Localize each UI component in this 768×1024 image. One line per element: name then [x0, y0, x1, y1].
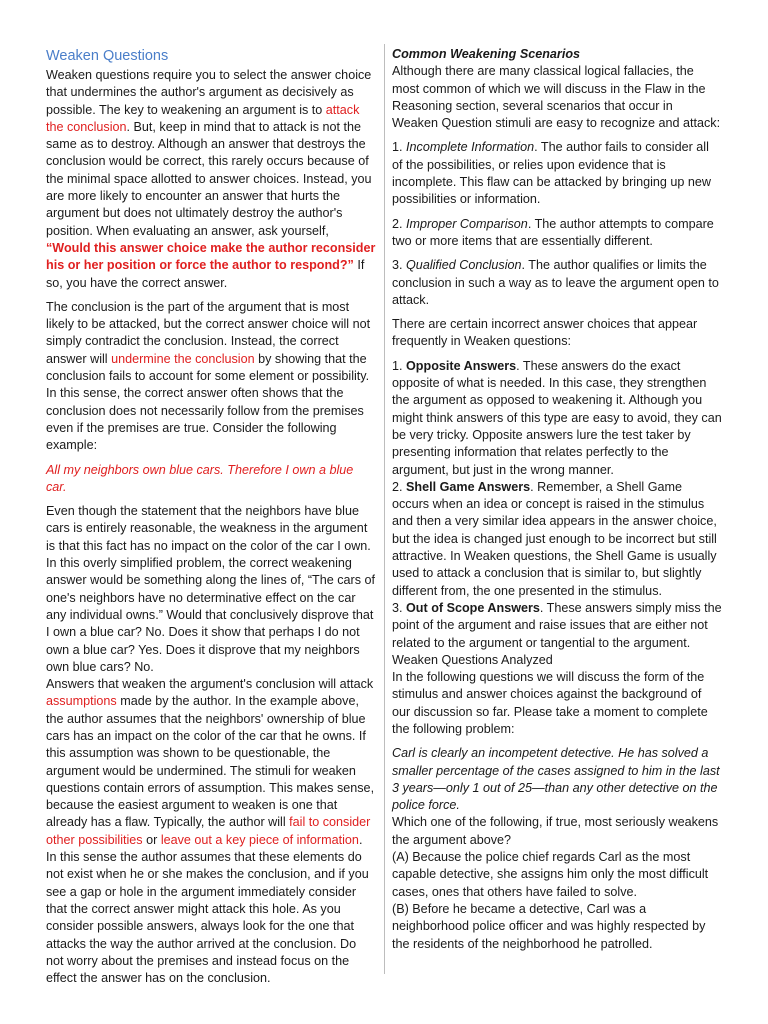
- problem-stimulus: Carl is clearly an incompetent detective. He has solved a smaller percentage of the cases assigned to him in the last 3 years—only 1 out of 25—than any other detective on the police force.: [392, 746, 720, 813]
- explanation-paragraph: Even though the statement that the neighbors have blue cars is entirely reasonable, the weakness in the argument is that this fact has no impact on the color of the car I own. In this overly simplified problem, the correct weakening answer would be something along the lines of, “The cars of one's neighbors have no determinative effect on the car any individual owns.” Would that conclusively disprove that I own a blue car? No. Does it show that perhaps I do not own a blue car? Yes. Does it disprove that my neighbors own blue cars? No.: [46, 504, 376, 674]
- highlight-key-question: “Would this answer choice make the author reconsider his or her position or force the author to respond?”: [46, 240, 376, 273]
- text-segment: made by the author. In the example above, the author assumes that the neighbors' ownership of blue cars has an impact on the color of the car that he owns. If this assumption was shown to be questionable, the argument would be undermined. The stimuli for weaken questions contain errors of assumption. This makes sense, because the easiest argument to weaken is one that already has a flaw. Typically, the author will: [46, 694, 375, 830]
- item-title: Improper Comparison: [406, 216, 528, 231]
- highlight-fail-to-consider: fail to consider other possibilities: [46, 815, 371, 847]
- incorrect-intro: There are certain incorrect answer choices that appear frequently in Weaken questions:: [392, 317, 698, 349]
- item-number: 1.: [392, 358, 407, 373]
- scenario-item: [392, 257, 722, 309]
- example-sentence: All my neighbors own blue cars. Therefore I own a blue car.: [46, 462, 354, 494]
- text-segment: The conclusion is the part of the argument that is most likely to be attacked, but the correct answer choice will not simply contradict the conclusion. Instead, the correct answer will: [46, 299, 371, 366]
- intro-paragraph: [46, 67, 376, 292]
- conclusion-paragraph: [46, 299, 376, 455]
- section-heading: Weaken Questions: [46, 48, 169, 64]
- highlight-undermine-conclusion: undermine the conclusion: [111, 351, 255, 366]
- text-segment: . But, keep in mind that to attack is not the same as to destroy. Although an answer that destroys the conclusion would be correct, this rarely occurs because of the minimal space allotted to answer choices. Instead, you are more likely to encounter an answer that hurts the argument but does not ultimately destroy the author's position. When evaluating an answer, ask yourself,: [46, 119, 372, 238]
- item-text: . Remember, a Shell Game occurs when an idea or concept is raised in the stimulus and then a very similar idea appears in the answer choice, but the idea is changed just enough to be incorrect but still attractive. In Weaken questions, the Shell Game is usually used to attack a conclusion that is similar to, but slightly different from, the one presented in the stimulus.: [392, 479, 717, 598]
- text-segment: or: [142, 832, 161, 847]
- item-text: . These answers simply miss the point of the argument and raise issues that are either not related to the argument or tangential to the argument.: [392, 600, 722, 650]
- highlight-assumptions: assumptions: [46, 694, 117, 709]
- text-segment: Answers that weaken the argument's conclusion will attack: [46, 677, 374, 692]
- incorrect-item: [392, 479, 722, 600]
- item-number: 3.: [392, 600, 407, 615]
- item-number: 2.: [392, 216, 407, 231]
- item-title: Incomplete Information: [406, 140, 535, 155]
- text-segment: If so, you have the correct answer.: [46, 258, 365, 290]
- answer-choice-b: (B) Before he became a detective, Carl was a neighborhood police officer and was highly respected by the residents of the neighborhood he patrolled.: [392, 901, 706, 951]
- incorrect-item: [392, 600, 722, 652]
- scenario-item: [392, 216, 722, 251]
- highlight-leave-out-info: leave out a key piece of information: [160, 832, 359, 847]
- problem-question: Which one of the following, if true, most seriously weakens the argument above?: [392, 815, 719, 847]
- item-title: Opposite Answers: [406, 358, 517, 373]
- scenario-item: [392, 139, 722, 208]
- item-number: 2.: [392, 479, 407, 494]
- analyzed-intro: In the following questions we will discuss the form of the stimulus and answer choices against the background of our discussion so far. Please take a moment to complete the following problem:: [392, 670, 708, 736]
- analyzed-title: Weaken Questions Analyzed: [392, 652, 553, 667]
- right-column: [392, 46, 722, 953]
- left-column: [46, 46, 376, 994]
- scenarios-title: Common Weakening Scenarios: [392, 47, 581, 61]
- assumptions-paragraph: [46, 676, 376, 987]
- item-number: 1.: [392, 140, 407, 155]
- item-text: . The author fails to consider all of the possibilities, or relies upon evidence that is incomplete. This flaw can be attacked by bringing up new possibilities or information.: [392, 140, 711, 207]
- item-title: Out of Scope Answers: [406, 600, 540, 615]
- item-text: . The author qualifies or limits the conclusion in such a way as to leave the argument open to attack.: [392, 258, 719, 307]
- text-segment: by showing that the conclusion fails to account for some element or possibility. In this sense, the correct answer often shows that the conclusion does not necessarily follow from the premises even if the premises are true. Consider the following example:: [46, 351, 370, 453]
- highlight-attack-conclusion: attack the conclusion: [46, 102, 360, 134]
- item-title: Qualified Conclusion: [406, 258, 522, 273]
- item-text: . The author attempts to compare two or more items that are essentially different.: [392, 216, 714, 248]
- text-segment: Weaken questions require you to select the answer choice that undermines the author's argument as decisively as possible. The key to weakening an argument is to: [46, 68, 372, 117]
- scenarios-intro: Although there are many classical logical fallacies, the most common of which we will discuss in the Flaw in the Reasoning section, several scenarios that occur in Weaken Question stimuli are easy to recognize and attack:: [392, 64, 721, 131]
- text-segment: . In this sense the author assumes that these elements do not exist when he or she makes the conclusion, and if you see a gap or hole in the argument immediately consider that the correct answer might attack this hole. As you consider possible answers, always look for the one that attacks the way the author arrived at the conclusion. Do not worry about the premises and instead focus on the effect the answer has on the conclusion.: [46, 832, 369, 986]
- column-divider: [384, 44, 385, 974]
- incorrect-item: [392, 358, 722, 479]
- item-text: . These answers do the exact opposite of what is needed. In this case, they strengthen the argument as opposed to weakening it. Although you might think answers of this type are easy to avoid, they can be very tricky. Opposite answers lure the test taker by presenting information that relates perfectly to the argument, but just in the wrong manner.: [392, 358, 722, 477]
- item-number: 3.: [392, 258, 407, 273]
- item-title: Shell Game Answers: [406, 479, 531, 494]
- answer-choice-a: (A) Because the police chief regards Carl as the most capable detective, she assigns him only the most difficult cases, ones that others have failed to solve.: [392, 850, 709, 899]
